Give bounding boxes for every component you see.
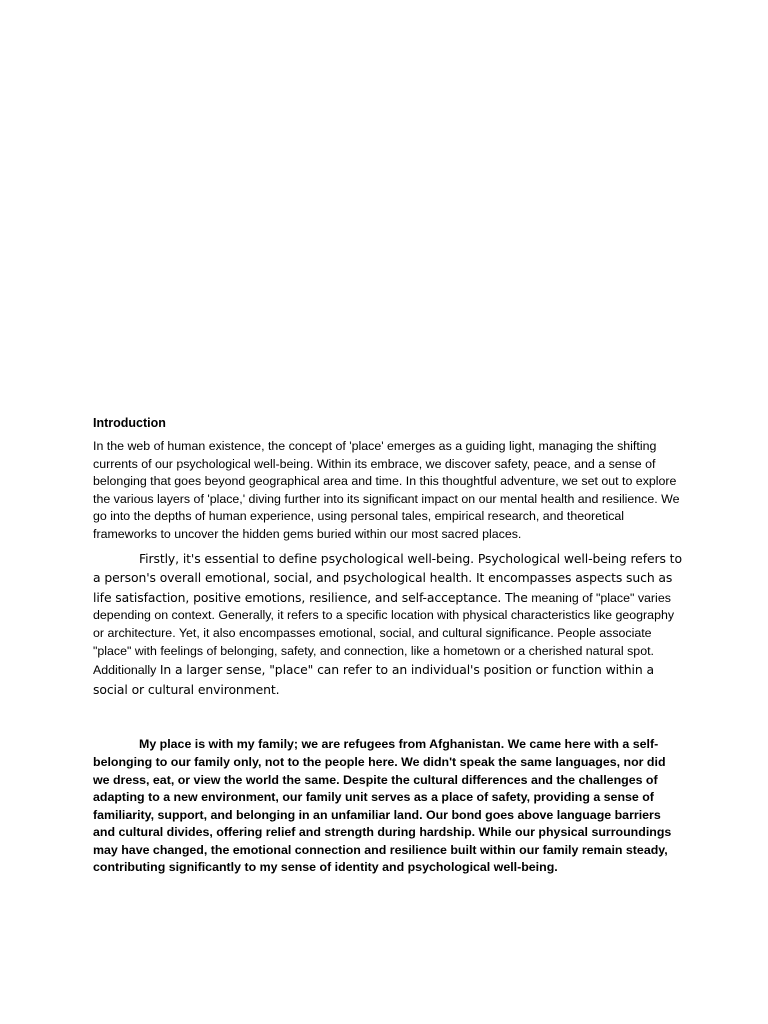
section-heading: Introduction: [93, 416, 166, 430]
personal-paragraph-text: My place is with my family; we are refugees from Afghanistan. We came here with a self-belonging to our family only, not to the people here. We didn't speak the same languages, nor did we dress, eat, or view the world the same. Despite the cultural differences and the challenges of adapting to a new environment, our family unit serves as a place of safety, providing a sense of familiarity, support, and belonging in an unfamiliar land. Our bond goes above language barriers and cultural divides, offering relief and strength during hardship. While our physical surroundings may have changed, the emotional connection and resilience built within our family remain steady, contributing significantly to my sense of identity and psychological well-being.: [93, 737, 672, 875]
definition-paragraph: [93, 549, 683, 700]
definition-lead-text: Firstly, it's essential to define psychological well-being. Psychological well-being refers to a person's overall emotional, social, and psychological health. It encompasses aspects such as life satisfaction, positive emotions, resilience, and self-acceptance. The: [93, 550, 682, 605]
intro-paragraph: In the web of human existence, the concept of 'place' emerges as a guiding light, managing the shifting currents of our psychological well-being. Within its embrace, we discover safety, peace, and a sense of belonging that goes beyond geographical area and time. In this thoughtful adventure, we set out to explore the various layers of 'place,' diving further into its significant impact on our mental health and resilience. We go into the depths of human experience, using personal tales, empirical research, and theoretical frameworks to uncover the hidden gems buried within our most sacred places.: [93, 439, 680, 541]
personal-paragraph: [93, 736, 683, 877]
definition-paragraph-tail: In a larger sense, "place" can refer to an individual's position or function within a social or cultural environment.: [93, 662, 654, 697]
definition-paragraph-mid: meaning of "place" varies depending on context. Generally, it refers to a specific location with physical characteristics like geography or architecture. Yet, it also encompasses emotional, social, and cultural significance. People associate "place" with feelings of belonging, safety, and connection, like a hometown or a cherished natural spot. Additionally: [93, 590, 675, 678]
document-body: [93, 414, 683, 877]
